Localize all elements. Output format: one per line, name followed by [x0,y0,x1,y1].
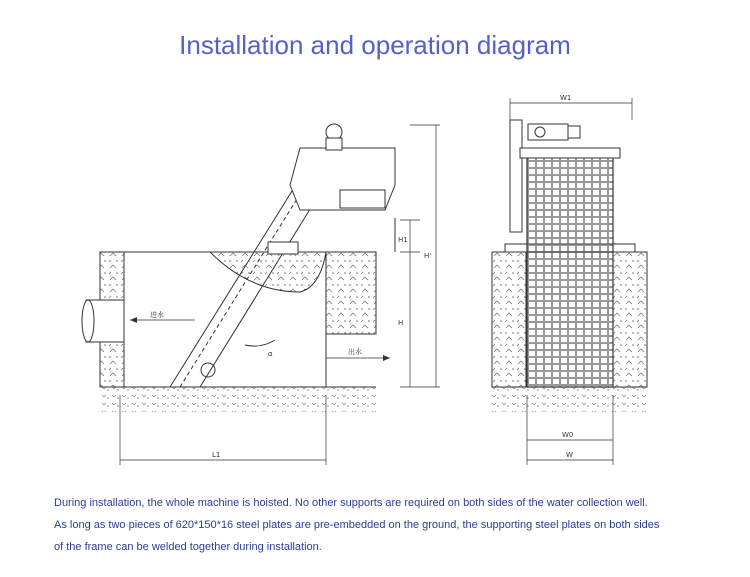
dim-h1: H1 [398,236,408,244]
description-line-3: of the frame can be welded together during installation. [54,541,322,553]
dim-w1: W1 [560,94,572,102]
collection-trough [210,252,326,292]
motor [528,124,580,140]
front-left-wall [492,252,526,387]
angle-label: α [268,350,273,358]
dim-h: H [398,319,404,327]
dim-w: W [566,451,573,459]
channel-floor [100,387,376,412]
front-view [492,94,647,465]
front-floor [492,387,647,412]
screen-mesh [527,155,613,387]
description-line-1: During installation, the whole machine is hoisted. No other supports are required on both sides of the water collection well. [54,497,648,509]
frame-side [510,120,522,232]
top-beam [520,148,620,158]
outlet-label: 出水 [348,348,362,356]
diagram-title: Installation and operation diagram [179,30,571,60]
dim-l1: L1 [212,451,221,459]
front-right-wall [613,252,647,387]
side-view [82,124,440,465]
dim-h-total: H' [424,252,432,260]
dim-w0: W0 [562,431,574,439]
drive-housing [268,124,395,254]
installation-description [54,492,734,558]
right-soil-wall [326,252,376,334]
inlet-label: 进水 [150,311,164,319]
inlet-pipe [82,300,124,342]
description-line-2: As long as two pieces of 620*150*16 steel plates are pre-embedded on the ground, the supporting steel plates on both sides [54,519,660,531]
